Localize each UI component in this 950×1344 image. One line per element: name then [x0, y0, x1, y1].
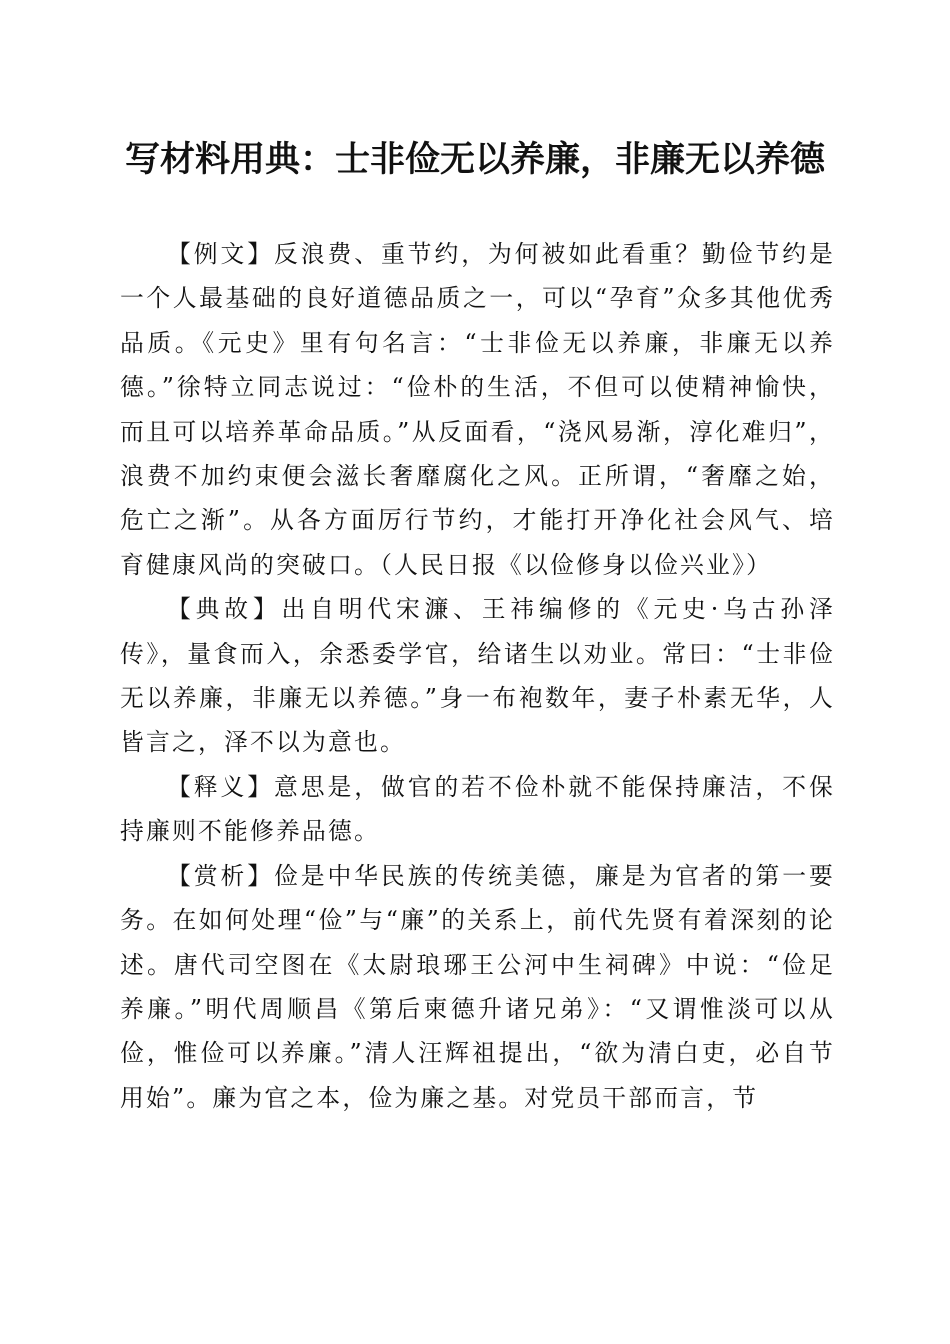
document-body: [120, 232, 835, 1120]
paragraph-interpretation: 【释义】意思是，做官的若不俭朴就不能保持廉洁，不保持廉则不能修养品德。: [120, 772, 835, 846]
document-title: 写材料用典：士非俭无以养廉，非廉无以养德: [124, 139, 825, 180]
paragraph-example: 【例文】反浪费、重节约，为何被如此看重？勤俭节约是一个人最基础的良好道德品质之一，可以“孕育”众多其他优秀品质。《元史》里有句名言：“士非俭无以养廉，非廉无以养德。”徐特立同志说过：“俭朴的生活，不但可以使精神愉快，而且可以培养革命品质。”从反面看，“浇风易渐，淳化难归”，浪费不加约束便会滋长奢靡腐化之风。正所谓，“奢靡之始，危亡之渐”。从各方面厉行节约，才能打开净化社会风气、培育健康风尚的突破口。（人民日报《以俭修身以俭兴业》）: [120, 240, 835, 579]
paragraph-allusion: 【典故】出自明代宋濂、王祎编修的《元史·乌古孙泽传》，量食而入，余悉委学官，给诸生以劝业。常曰：“士非俭无以养廉，非廉无以养德。”身一布袍数年，妻子朴素无华，人皆言之，泽不以为意也。: [120, 595, 835, 757]
paragraph-appreciation: 【赏析】俭是中华民族的传统美德，廉是为官者的第一要务。在如何处理“俭”与“廉”的关系上，前代先贤有着深刻的论述。唐代司空图在《太尉琅琊王公河中生祠碑》中说：“俭足养廉。”明代周顺昌《第后柬德升诸兄弟》：“又谓惟淡可以从俭，惟俭可以养廉。”清人汪辉祖提出，“欲为清白吏，必自节用始”。廉为官之本，俭为廉之基。对党员干部而言，节: [120, 861, 835, 1112]
